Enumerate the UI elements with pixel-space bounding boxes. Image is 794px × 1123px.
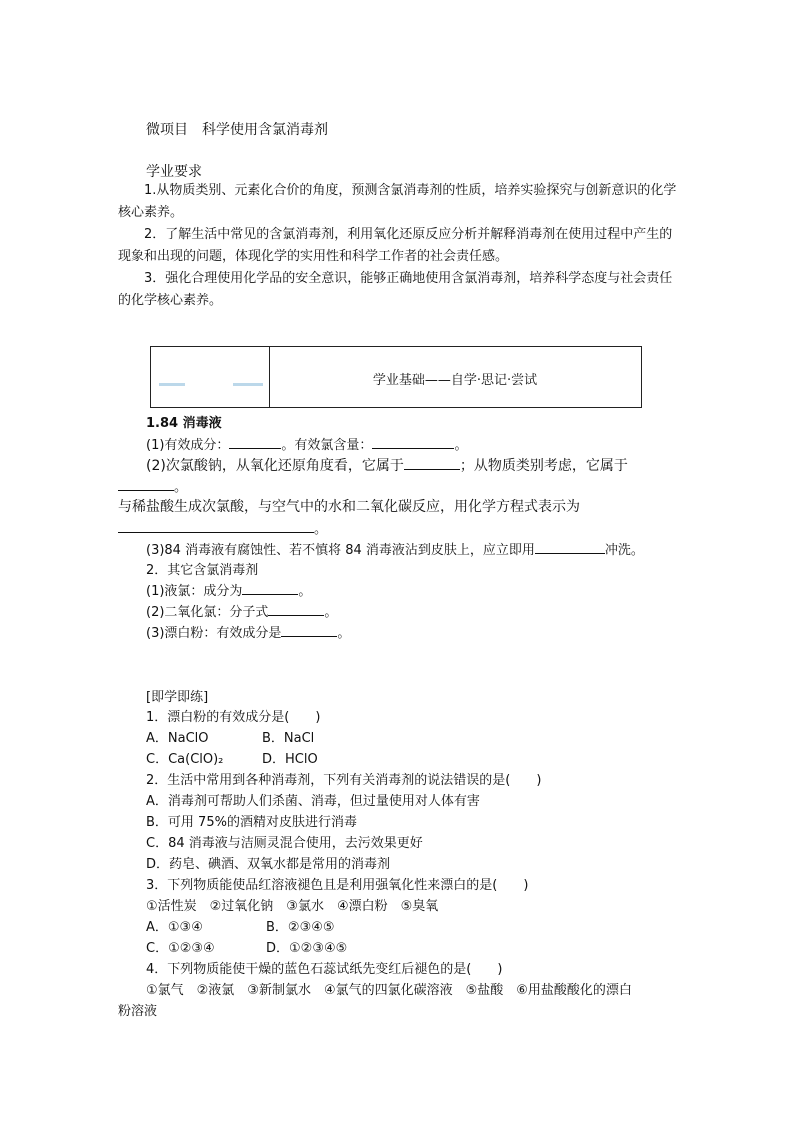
answer-blank[interactable] — [281, 624, 337, 637]
text: (3)84 消毒液有腐蚀性、若不慎将 84 消毒液沾到皮肤上，应立即用 — [146, 543, 535, 558]
text: (2)次氯酸钠，从氧化还原角度看，它属于 — [146, 458, 404, 474]
answer-blank[interactable] — [242, 582, 298, 595]
option: A．消毒剂可帮助人们杀菌、消毒，但过量使用对人体有害 — [146, 794, 480, 809]
text: (2)二氧化氯：分子式 — [146, 605, 269, 620]
requirements-heading: 学业要求 — [146, 164, 202, 180]
question-line — [118, 518, 327, 537]
text: 。 — [324, 605, 338, 620]
question-line — [146, 601, 337, 620]
text: 。 — [298, 584, 312, 599]
text: 。 — [174, 480, 188, 495]
question-stem: 1．漂白粉的有效成分是( ) — [146, 710, 321, 725]
question-items: 粉溶液 — [118, 1004, 158, 1019]
section-heading: 1.84 消毒液 — [146, 416, 222, 431]
banner-label: 学业基础——自学·思记·尝试 — [372, 373, 538, 388]
question-stem: 4．下列物质能使干燥的蓝色石蕊试纸先变红后褪色的是( ) — [146, 962, 503, 977]
text: ；从物质类别考虑，它属于 — [459, 458, 628, 474]
practice-heading: [即学即练] — [146, 690, 209, 705]
question-line — [118, 476, 187, 495]
text: 。 — [314, 522, 328, 537]
answer-blank[interactable] — [372, 436, 454, 449]
question-line: 与稀盐酸生成次氯酸，与空气中的水和二氧化碳反应，用化学方程式表示为 — [118, 499, 580, 515]
question-line — [146, 455, 628, 475]
option: C．①②③④ — [146, 941, 215, 956]
question-line — [146, 539, 644, 558]
section-heading: 2．其它含氯消毒剂 — [146, 563, 259, 578]
option: B．NaCl — [262, 731, 315, 746]
answer-blank[interactable] — [118, 478, 174, 491]
requirement-item: 3．强化合理使用化学品的安全意识，能够正确地使用含氯消毒剂，培养科学态度与社会责任的化学核心素养。 — [118, 271, 673, 308]
question-stem: 2．生活中常用到各种消毒剂，下列有关消毒剂的说法错误的是( ) — [146, 773, 542, 788]
banner-decoration — [159, 383, 185, 386]
text: 。有效氯含量： — [281, 438, 373, 453]
text: 。 — [337, 626, 351, 641]
requirement-item: 1.从物质类别、元素化合价的角度，预测含氯消毒剂的性质，培养实验探究与创新意识的化学核心素养。 — [118, 183, 677, 220]
text: (1)有效成分： — [146, 438, 230, 453]
question-line — [146, 622, 350, 641]
answer-blank[interactable] — [268, 603, 324, 616]
question-line — [146, 580, 311, 599]
option: D．①②③④⑤ — [266, 941, 348, 956]
text: (1)液氯：成分为 — [146, 584, 243, 599]
option: B．可用 75%的酒精对皮肤进行消毒 — [146, 815, 357, 830]
option: A．①③④ — [146, 920, 203, 935]
option: C．84 消毒液与洁厕灵混合使用，去污效果更好 — [146, 836, 423, 851]
answer-blank[interactable] — [229, 436, 281, 449]
option: A．NaClO — [146, 731, 209, 746]
text: 。 — [454, 438, 468, 453]
question-items: ①活性炭 ②过氧化钠 ③氯水 ④漂白粉 ⑤臭氧 — [146, 899, 439, 914]
answer-blank[interactable] — [404, 457, 460, 470]
option: D．药皂、碘酒、双氧水都是常用的消毒剂 — [146, 857, 391, 872]
text: 冲洗。 — [604, 543, 644, 558]
page-title: 微项目 科学使用含氯消毒剂 — [146, 122, 328, 138]
option: B．②③④⑤ — [266, 920, 335, 935]
answer-blank[interactable] — [118, 520, 314, 533]
question-stem: 3．下列物质能使品红溶液褪色且是利用强氧化性来漂白的是( ) — [146, 878, 529, 893]
option: D．HClO — [262, 752, 318, 767]
text: (3)漂白粉：有效成分是 — [146, 626, 282, 641]
answer-blank[interactable] — [535, 541, 605, 554]
option: C．Ca(ClO)₂ — [146, 752, 224, 767]
question-items: ①氯气 ②液氯 ③新制氯水 ④氯气的四氯化碳溶液 ⑤盐酸 ⑥用盐酸酸化的漂白 — [146, 983, 632, 998]
question-line — [146, 434, 467, 453]
banner-decoration — [233, 383, 263, 386]
requirement-item: 2．了解生活中常见的含氯消毒剂，利用氧化还原反应分析并解释消毒剂在使用过程中产生的现象和出现的问题，体现化学的实用性和科学工作者的社会责任感。 — [118, 227, 673, 264]
section-banner — [150, 346, 642, 408]
